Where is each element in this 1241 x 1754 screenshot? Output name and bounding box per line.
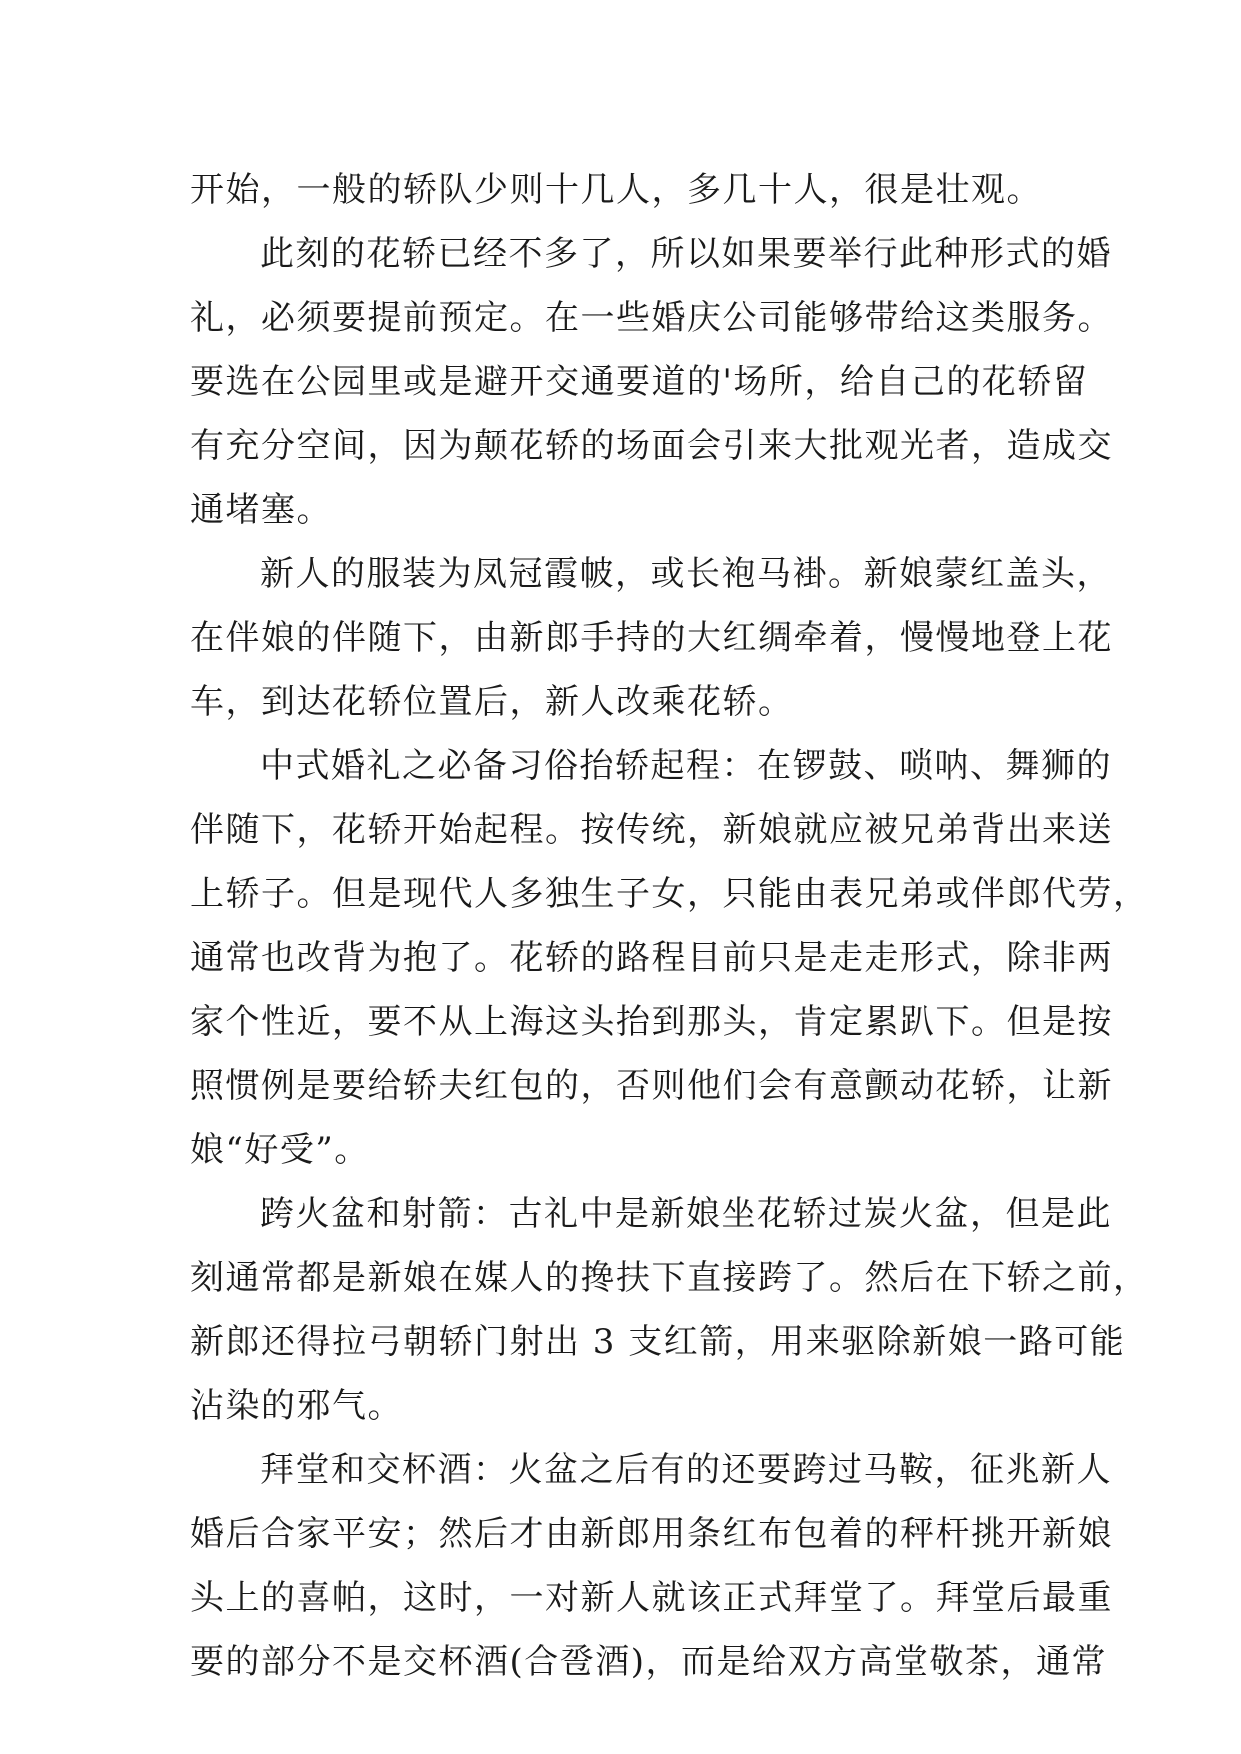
text-line: 有充分空间，因为颠花轿的场面会引来大批观光者，造成交 <box>190 426 1113 466</box>
text-line: 通常也改背为抱了。花轿的路程目前只是走走形式，除非两 <box>190 938 1113 978</box>
text-line: 在伴娘的伴随下，由新郎手持的大红绸牵着，慢慢地登上花 <box>190 618 1113 658</box>
text-line: 头上的喜帕，这时，一对新人就该正式拜堂了。拜堂后最重 <box>190 1578 1113 1618</box>
text-line: 伴随下，花轿开始起程。按传统，新娘就应被兄弟背出来送 <box>190 810 1113 850</box>
text-line: 婚后合家平安；然后才由新郎用条红布包着的秤杆挑开新娘 <box>190 1514 1113 1554</box>
text-line: 中式婚礼之必备习俗抬轿起程：在锣鼓、唢呐、舞狮的 <box>260 746 1112 786</box>
text-line: 拜堂和交杯酒：火盆之后有的还要跨过马鞍，征兆新人 <box>260 1450 1112 1490</box>
body-text <box>190 158 1149 1694</box>
text-line: 车，到达花轿位置后，新人改乘花轿。 <box>190 682 794 722</box>
text-line: 刻通常都是新娘在媒人的搀扶下直接跨了。然后在下轿之前， <box>190 1258 1149 1298</box>
text-line: 新郎还得拉弓朝轿门射出 3 支红箭，用来驱除新娘一路可能 <box>190 1322 1126 1362</box>
text-line: 要的部分不是交杯酒(合卺酒)，而是给双方高堂敬茶，通常 <box>190 1642 1108 1682</box>
text-line: 开始，一般的轿队少则十几人，多几十人，很是壮观。 <box>190 170 1042 210</box>
text-line: 家个性近，要不从上海这头抬到那头，肯定累趴下。但是按 <box>190 1002 1113 1042</box>
text-line: 要选在公园里或是避开交通要道的'场所，给自己的花轿留 <box>190 362 1089 402</box>
text-line: 此刻的花轿已经不多了，所以如果要举行此种形式的婚 <box>260 234 1112 274</box>
text-line: 跨火盆和射箭：古礼中是新娘坐花轿过炭火盆，但是此 <box>260 1194 1112 1234</box>
text-line: 礼，必须要提前预定。在一些婚庆公司能够带给这类服务。 <box>190 298 1113 338</box>
text-line: 上轿子。但是现代人多独生子女，只能由表兄弟或伴郎代劳， <box>190 874 1149 914</box>
text-line: 通堵塞。 <box>190 490 332 530</box>
text-line: 新人的服装为凤冠霞帔，或长袍马褂。新娘蒙红盖头， <box>260 554 1112 594</box>
text-line: 照惯例是要给轿夫红包的，否则他们会有意颤动花轿，让新 <box>190 1066 1113 1106</box>
text-line: 沾染的邪气。 <box>190 1386 403 1426</box>
text-line: 娘“好受”。 <box>190 1130 370 1170</box>
